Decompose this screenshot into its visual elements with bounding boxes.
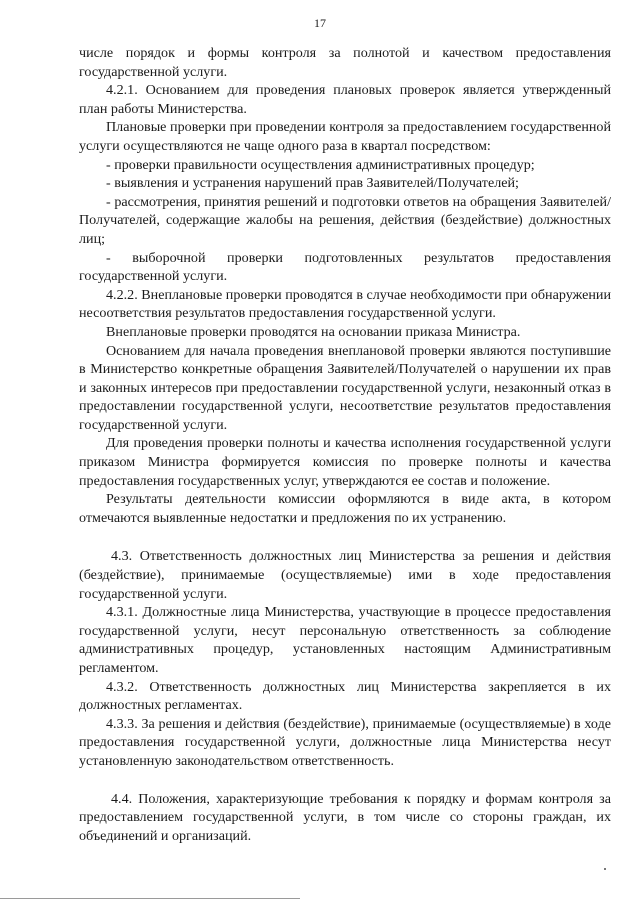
paragraph-unplanned-grounds: Основанием для начала проведения внеплановой проверки являются поступившие в Министерство конкретные обращения Заявителей/Получателей о нарушении их прав и законных интересов при предоставлении государственной услуги, незаконный отказ в предоставлении государственной услуги, несоответствие результатов предоставления государственной услуги. <box>79 342 611 433</box>
section-heading-4-3: 4.3. Ответственность должностных лиц Министерства за решения и действия (бездействие), принимаемые (осуществляемые) ими в ходе предоставления государственной услуги. <box>79 548 611 602</box>
paragraph-4-3-3: 4.3.3. За решения и действия (бездействие), принимаемые (осуществляемые) в ходе предоставления государственной услуги, должностные лица Министерства несут установленную законодательством ответственность. <box>79 715 611 769</box>
paragraph-4-3-2: 4.3.2. Ответственность должностных лиц Министерства закрепляется в их должностных регламентах. <box>79 678 611 714</box>
document-body <box>79 44 611 845</box>
section-heading-4-4: 4.4. Положения, характеризующие требования к порядку и формам контроля за предоставлением государственной услуги, в том числе со стороны граждан, их объединений и организаций. <box>79 790 611 844</box>
list-item: - выборочной проверки подготовленных результатов предоставления государственной услуги. <box>79 249 611 285</box>
scan-edge-line <box>0 898 300 899</box>
paragraph-commission: Для проведения проверки полноты и качества исполнения государственной услуги приказом Министра формируется комиссия по проверке полноты и качества предоставления государственных услуг, утверждаются ее состав и положение. <box>79 435 611 489</box>
paragraph-unplanned-basis: Внеплановые проверки проводятся на основании приказа Министра. <box>106 323 521 340</box>
paragraph-4-2-2: 4.2.2. Внеплановые проверки проводятся в случае необходимости при обнаружении несоответствия результатов предоставления государственной услуги. <box>79 286 611 322</box>
paragraph-4-3-1: 4.3.1. Должностные лица Министерства, участвующие в процессе предоставления государственной услуги, несут персональную ответственность за соблюдение административных процедур, установленных настоящим Административным регламентом. <box>79 604 611 676</box>
list-item: - рассмотрения, принятия решений и подготовки ответов на обращения Заявителей/Получателей, содержащие жалобы на решения, действия (бездействие) должностных лиц; <box>79 193 611 247</box>
list-item: - проверки правильности осуществления административных процедур; <box>106 156 535 173</box>
paragraph-commission-results: Результаты деятельности комиссии оформляются в виде акта, в котором отмечаются выявленные недостатки и предложения по их устранению. <box>79 491 611 526</box>
paragraph-4-2-1: 4.2.1. Основанием для проведения плановых проверок является утвержденный план работы Министерства. <box>79 82 611 117</box>
scan-speck <box>604 868 606 870</box>
page-number: 17 <box>314 16 326 30</box>
paragraph-planned-checks: Плановые проверки при проведении контроля за предоставлением государственной услуги осуществляются не чаще одного раза в квартал посредством: <box>79 119 611 154</box>
paragraph-continuation: числе порядок и формы контроля за полнотой и качеством предоставления государственной услуги. <box>79 45 611 80</box>
list-item: - выявления и устранения нарушений прав Заявителей/Получателей; <box>106 175 519 192</box>
